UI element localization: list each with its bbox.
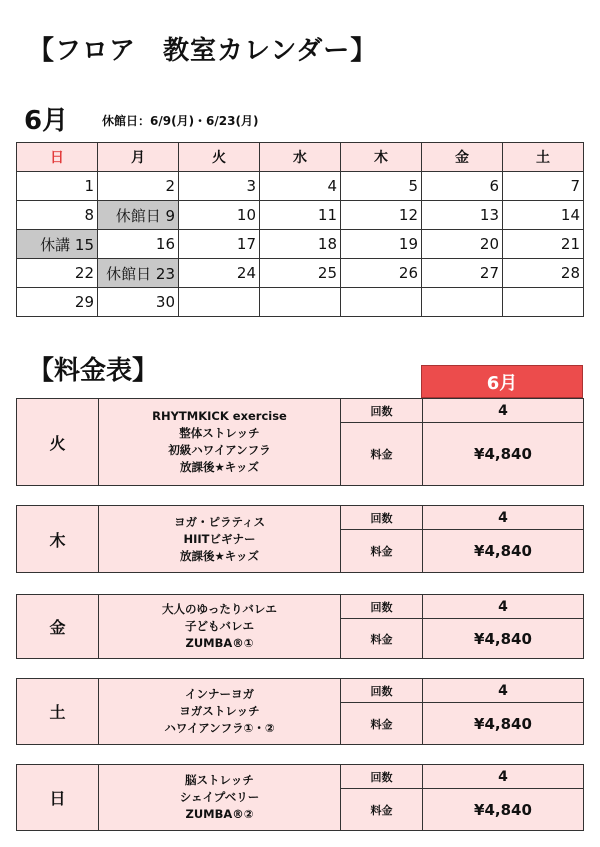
- calendar-day-cell: [341, 288, 422, 317]
- calendar-table: [16, 142, 584, 317]
- count-value: 4: [423, 506, 583, 530]
- calendar-day-cell: 24: [179, 259, 260, 288]
- calendar-day-cell: 28: [503, 259, 584, 288]
- calendar-day-cell: 14: [503, 201, 584, 230]
- count-label: 回数: [341, 679, 423, 703]
- class-name: ヨガストレッチ: [179, 704, 260, 718]
- fee-class-list: [99, 506, 341, 572]
- calendar-day-cell: 21: [503, 230, 584, 259]
- class-name: 初級ハワイアンフラ: [168, 443, 271, 457]
- fee-label: 料金: [341, 619, 423, 658]
- calendar-week-row: [17, 288, 584, 317]
- closed-days-note: 休館日：6/9(月)・6/23(月): [102, 114, 259, 128]
- class-name: ZUMBA®①: [185, 636, 254, 650]
- fee-day: 火: [17, 399, 99, 485]
- class-name: 大人のゆったりバレエ: [162, 602, 277, 616]
- fee-value: ¥4,840: [423, 703, 583, 744]
- fee-label: 料金: [341, 703, 423, 744]
- calendar-day-cell-no-class: 休講 15: [17, 230, 98, 259]
- calendar-day-cell: [179, 288, 260, 317]
- weekday-wed: 水: [260, 143, 341, 172]
- fee-block-tue: [16, 398, 584, 486]
- calendar-day-cell: [503, 288, 584, 317]
- count-label: 回数: [341, 399, 423, 423]
- class-name: RHYTMKICK exercise: [152, 409, 287, 423]
- fee-month-badge: 6月: [421, 365, 583, 398]
- calendar-day-cell: 4: [260, 172, 341, 201]
- class-name: ZUMBA®②: [185, 807, 254, 821]
- calendar-day-cell: 13: [422, 201, 503, 230]
- weekday-fri: 金: [422, 143, 503, 172]
- calendar-day-cell: 29: [17, 288, 98, 317]
- calendar-day-cell-closed: 休館日 9: [98, 201, 179, 230]
- calendar-day-cell: 11: [260, 201, 341, 230]
- class-name: ハワイアンフラ①・②: [164, 721, 275, 735]
- calendar-day-cell: 2: [98, 172, 179, 201]
- calendar-week-row: [17, 201, 584, 230]
- calendar-day-cell: 3: [179, 172, 260, 201]
- calendar-day-cell: 7: [503, 172, 584, 201]
- calendar-day-cell: [422, 288, 503, 317]
- fee-class-list: [99, 595, 341, 658]
- class-name: ヨガ・ピラティス: [173, 514, 266, 529]
- calendar-day-cell: 17: [179, 230, 260, 259]
- fee-block-sat: [16, 678, 584, 745]
- calendar-week-row: [17, 259, 584, 288]
- fee-table-title: 【料金表】: [28, 356, 159, 386]
- weekday-header-row: [17, 143, 584, 172]
- fee-day: 金: [17, 595, 99, 658]
- count-value: 4: [423, 399, 583, 423]
- fee-value: ¥4,840: [423, 530, 583, 572]
- fee-class-list: [99, 765, 341, 830]
- calendar-day-cell: 6: [422, 172, 503, 201]
- class-name: シェイプベリー: [179, 790, 260, 804]
- calendar-week-row: [17, 230, 584, 259]
- fee-class-list: [99, 679, 341, 744]
- fee-block-fri: [16, 594, 584, 659]
- weekday-sat: 土: [503, 143, 584, 172]
- fee-day: 日: [17, 765, 99, 830]
- fee-label: 料金: [341, 530, 423, 572]
- weekday-tue: 火: [179, 143, 260, 172]
- calendar-day-cell: 1: [17, 172, 98, 201]
- calendar-day-cell: 26: [341, 259, 422, 288]
- calendar-week-row: [17, 172, 584, 201]
- calendar-day-cell: 5: [341, 172, 422, 201]
- count-label: 回数: [341, 765, 423, 789]
- class-name: 子どもバレエ: [185, 619, 254, 633]
- calendar-day-cell-closed: 休館日 23: [98, 259, 179, 288]
- count-value: 4: [423, 595, 583, 619]
- class-name: 放課後★キッズ: [179, 460, 260, 474]
- fee-block-thu: [16, 505, 584, 573]
- count-value: 4: [423, 679, 583, 703]
- weekday-mon: 月: [98, 143, 179, 172]
- class-name: 脳ストレッチ: [185, 773, 254, 787]
- class-name: 放課後★キッズ: [179, 548, 260, 563]
- calendar-day-cell: 19: [341, 230, 422, 259]
- count-label: 回数: [341, 506, 423, 530]
- class-name: HIITビギナー: [183, 531, 256, 546]
- count-value: 4: [423, 765, 583, 789]
- calendar-day-cell: 10: [179, 201, 260, 230]
- calendar-day-cell: [260, 288, 341, 317]
- calendar-day-cell: 18: [260, 230, 341, 259]
- calendar-day-cell: 16: [98, 230, 179, 259]
- fee-value: ¥4,840: [423, 619, 583, 658]
- calendar-day-cell: 22: [17, 259, 98, 288]
- class-name: インナーヨガ: [185, 687, 254, 701]
- calendar-day-cell: 25: [260, 259, 341, 288]
- calendar-day-cell: 12: [341, 201, 422, 230]
- fee-value: ¥4,840: [423, 423, 583, 485]
- fee-label: 料金: [341, 423, 423, 485]
- calendar-month-label: 6月: [24, 106, 69, 136]
- fee-class-list: [99, 399, 341, 485]
- calendar-day-cell: 8: [17, 201, 98, 230]
- fee-label: 料金: [341, 789, 423, 830]
- weekday-sun: 日: [17, 143, 98, 172]
- class-name: 整体ストレッチ: [179, 426, 260, 440]
- fee-value: ¥4,840: [423, 789, 583, 830]
- page-title: 【フロア 教室カレンダー】: [28, 36, 378, 66]
- count-label: 回数: [341, 595, 423, 619]
- calendar-day-cell: 27: [422, 259, 503, 288]
- fee-day: 木: [17, 506, 99, 572]
- calendar-day-cell: 30: [98, 288, 179, 317]
- calendar-day-cell: 20: [422, 230, 503, 259]
- fee-day: 土: [17, 679, 99, 744]
- fee-block-sun: [16, 764, 584, 831]
- weekday-thu: 木: [341, 143, 422, 172]
